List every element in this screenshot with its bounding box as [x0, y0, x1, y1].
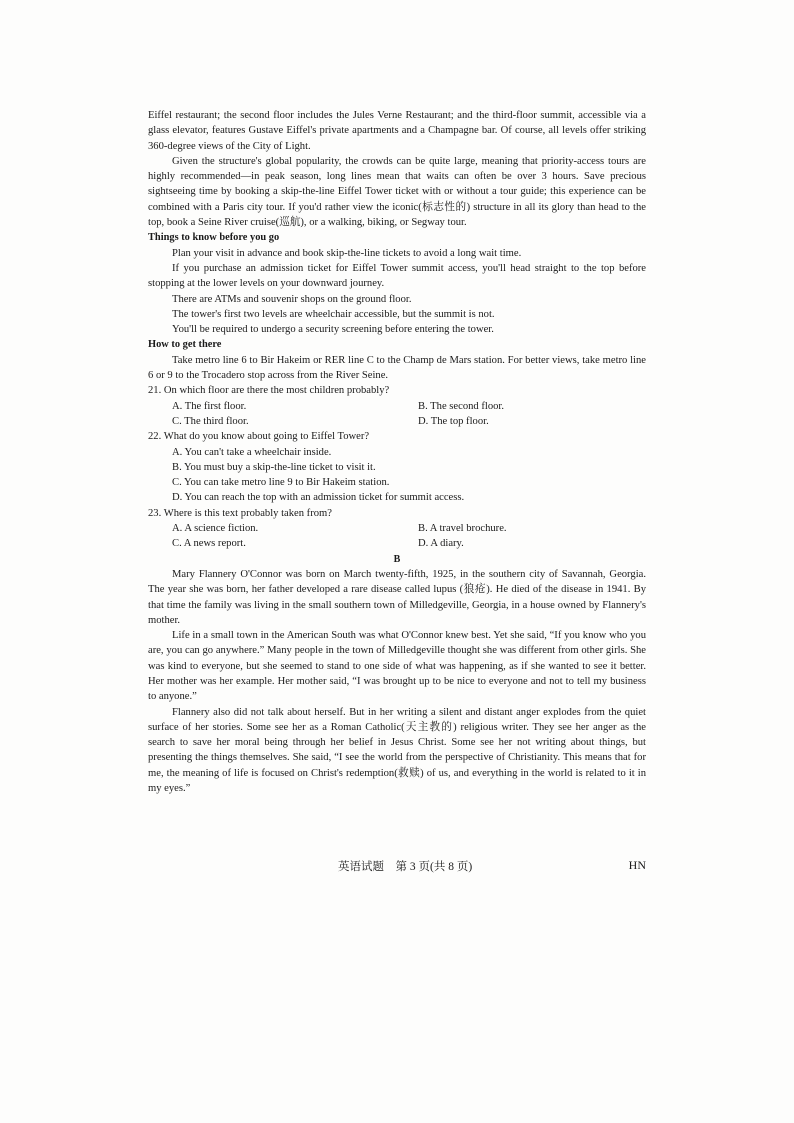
tip-item: There are ATMs and souvenir shops on the ground floor.: [172, 293, 412, 305]
question-23: [148, 506, 646, 552]
tip-item: The tower's first two levels are wheelchair accessible, but the summit is not.: [172, 308, 495, 320]
region-code: HN: [628, 858, 646, 872]
page-content: [148, 108, 646, 796]
option-d: D. The top floor.: [418, 415, 489, 427]
option-a: A. A science fiction.: [172, 523, 259, 535]
section-heading-things-to-know: Things to know before you go: [148, 232, 280, 244]
option-c: C. A news report.: [172, 538, 246, 550]
tip-item: If you purchase an admission ticket for Eiffel Tower summit access, you'll head straight to the top before stopping at the lower levels on your downward journey.: [148, 262, 646, 290]
option-a: A. The first floor.: [172, 400, 247, 412]
option-c: C. The third floor.: [172, 415, 249, 427]
passage-a-paragraph: Eiffel restaurant; the second floor includes the Jules Verne Restaurant; and the third-floor summit, accessible via a glass elevator, features Gustave Eiffel's private apartments and a Champagne bar. Of course, all levels offer striking 360-degree views of the City of Light.: [148, 110, 646, 152]
passage-b-paragraph: Mary Flannery O'Connor was born on March twenty-fifth, 1925, in the southern city of Savannah, Georgia. The year she was born, her father developed a rare disease called lupus (狼疮). He died of the disease in 1941. By that time the family was living in the small southern town of Milledgeville, Georgia, in a house owned by Flannery's mother.: [148, 568, 646, 626]
tip-item: You'll be required to undergo a security screening before entering the tower.: [172, 324, 494, 336]
question-21: [148, 383, 646, 429]
option-d: D. A diary.: [418, 538, 464, 550]
page-number-label: 英语试题 第 3 页(共 8 页): [338, 861, 473, 873]
question-stem: 22. What do you know about going to Eiffel Tower?: [148, 431, 370, 443]
passage-b-paragraph: Life in a small town in the American South was what O'Connor knew best. Yet she said, “If you know who you are, you can go anywhere.” Many people in the town of Milledgeville thought she was different from other girls. She was kind to everyone, but she seemed to stand to one side of what was happening, as if she wanted to see it better. Her mother was her example. Her mother said, “I was brought up to be nice to everyone and not to tell my business to anyone.”: [148, 630, 646, 703]
passage-b-paragraph: Flannery also did not talk about herself. But in her writing a silent and distant anger explodes from the quiet surface of her stories. Some see her as a Roman Catholic(天主教的) religious writer. They see her anger as the search to save her moral being through her belief in Jesus Christ. Some see her not writing about things, but presenting the things themselves. She said, “I see the world from the perspective of Christianity. This means that for me, the meaning of life is focused on Christ's redemption(救赎) of us, and everything in the world is related to it in my eyes.”: [148, 706, 646, 795]
question-stem: 23. Where is this text probably taken from?: [148, 507, 332, 519]
option-b: B. You must buy a skip-the-line ticket to visit it.: [172, 461, 376, 473]
question-22: [148, 429, 646, 505]
option-c: C. You can take metro line 9 to Bir Hakeim station.: [172, 477, 390, 489]
option-b: B. A travel brochure.: [418, 523, 507, 535]
tip-item: Plan your visit in advance and book skip-the-line tickets to avoid a long wait time.: [172, 247, 522, 259]
option-d: D. You can reach the top with an admission ticket for summit access.: [172, 492, 465, 504]
option-a: A. You can't take a wheelchair inside.: [172, 446, 332, 458]
section-letter-b: B: [393, 553, 401, 565]
passage-a-paragraph: Given the structure's global popularity, the crowds can be quite large, meaning that priority-access tours are highly recommended—in peak season, long lines mean that waits can often be over 3 hours. Save precious sightseeing time by booking a skip-the-line Eiffel Tower ticket with or without a tour guide; this experience can be combined with a Paris city tour. If you'd rather view the iconic(标志性的) structure in all its glory than head to the top, book a Seine River cruise(巡航), or a walking, biking, or Segway tour.: [148, 155, 646, 229]
question-stem: 21. On which floor are there the most children probably?: [148, 385, 390, 397]
option-b: B. The second floor.: [418, 400, 505, 412]
getting-there-paragraph: Take metro line 6 to Bir Hakeim or RER line C to the Champ de Mars station. For better views, take metro line 6 or 9 to the Trocadero stop across from the River Seine.: [148, 354, 646, 382]
section-heading-how-to-get-there: How to get there: [148, 339, 222, 351]
